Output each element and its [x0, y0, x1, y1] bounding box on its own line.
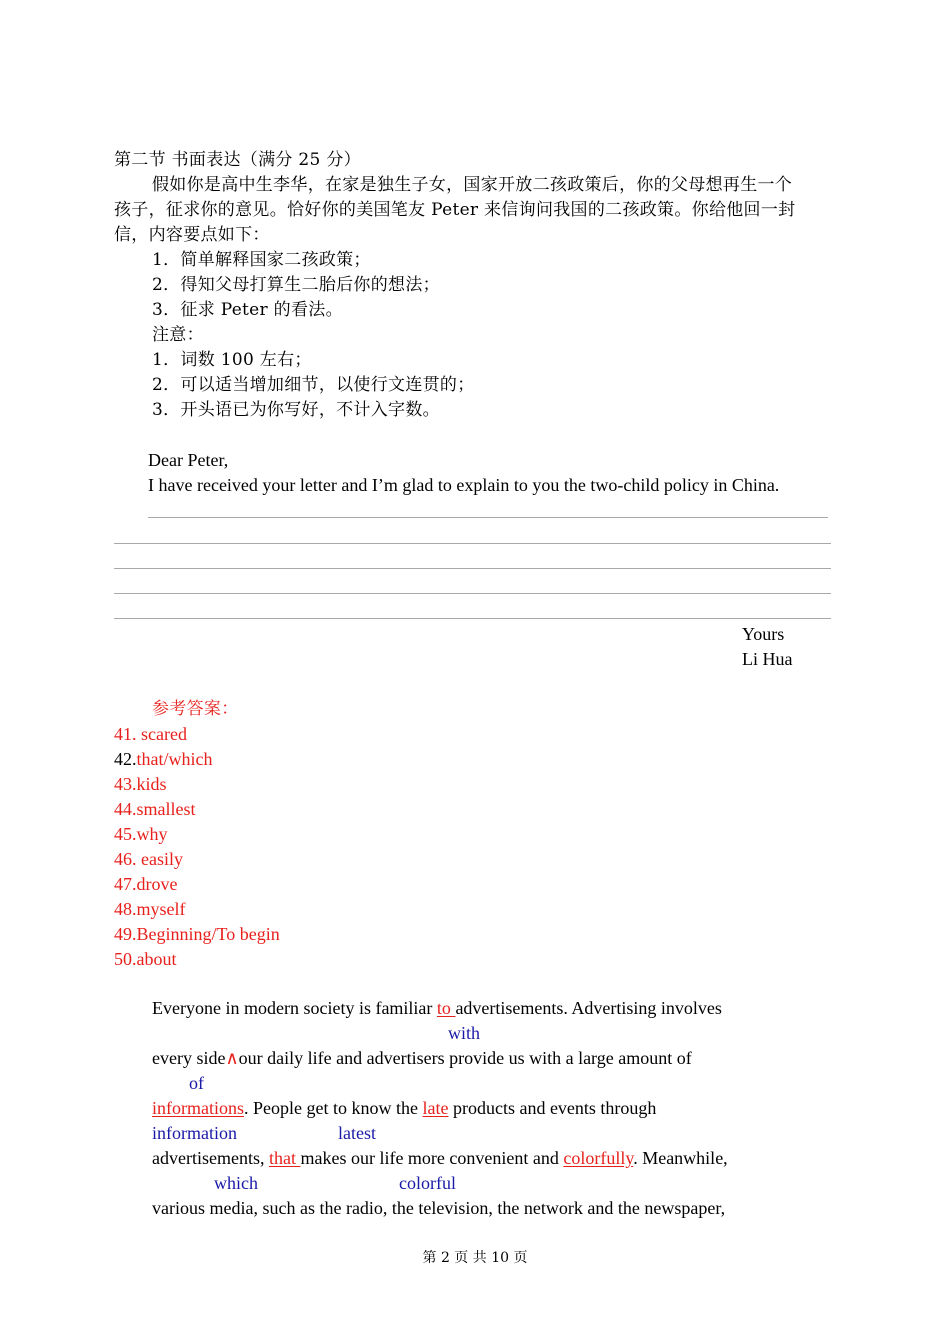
answer-line-4 — [114, 593, 831, 594]
answer-line-5 — [114, 618, 831, 619]
answer-line-1 — [148, 517, 828, 518]
answer-item-41: 41. scared — [114, 724, 187, 744]
prompt-line-3: 信，内容要点如下： — [114, 225, 270, 245]
section-heading: 第二节 书面表达（满分 25 分） — [114, 150, 361, 170]
letter-closing: Yours — [742, 624, 785, 644]
answer-item-49: 49.Beginning/To begin — [114, 924, 280, 944]
correction-of: of — [189, 1073, 204, 1093]
point-2: 2．得知父母打算生二胎后你的想法； — [152, 275, 440, 295]
answer-item-45: 45.why — [114, 824, 168, 844]
correction-line-1: Everyone in modern society is familiar to advertisements. Advertising involves — [152, 998, 722, 1018]
correction-line-5: various media, such as the radio, the television, the network and the newspaper, — [152, 1198, 726, 1218]
prompt-line-2: 孩子，征求你的意见。恰好你的美国笔友 Peter 来信询问我国的二孩政策。你给他回一封 — [114, 200, 796, 220]
notes-title: 注意： — [152, 325, 204, 345]
answer-item-43: 43.kids — [114, 774, 167, 794]
correction-colorful: colorful — [399, 1173, 456, 1193]
point-1: 1．简单解释国家二孩政策； — [152, 250, 371, 270]
note-1: 1．词数 100 左右； — [152, 350, 312, 370]
answer-item-42: 42.that/which — [114, 749, 213, 769]
correction-latest: latest — [338, 1123, 376, 1143]
point-3: 3．征求 Peter 的看法。 — [152, 300, 343, 320]
correction-which: which — [214, 1173, 258, 1193]
prompt-line-1: 假如你是高中生李华，在家是独生子女，国家开放二孩政策后，你的父母想再生一个 — [152, 175, 793, 195]
correction-with: with — [448, 1023, 481, 1043]
page-footer: 第 2 页 共 10 页 — [422, 1250, 528, 1266]
letter-salutation: Dear Peter, — [148, 450, 229, 470]
answer-line-2 — [114, 543, 831, 544]
answer-item-44: 44.smallest — [114, 799, 196, 819]
answer-item-46: 46. easily — [114, 849, 183, 869]
answers-title: 参考答案： — [152, 699, 239, 719]
answer-item-50: 50.about — [114, 949, 177, 969]
note-3: 3．开头语已为你写好，不计入字数。 — [152, 400, 440, 420]
answer-line-3 — [114, 568, 831, 569]
correction-information: information — [152, 1123, 237, 1143]
correction-line-4: advertisements, that makes our life more convenient and colorfully. Meanwhile, — [152, 1148, 728, 1168]
letter-opening: I have received your letter and I’m glad to explain to you the two-child policy in China. — [148, 475, 780, 495]
note-2: 2．可以适当增加细节，以使行文连贯的； — [152, 375, 475, 395]
answer-item-48: 48.myself — [114, 899, 186, 919]
correction-line-3: informations. People get to know the late products and events through — [152, 1098, 657, 1118]
correction-line-2: every side∧our daily life and advertisers provide us with a large amount of — [152, 1048, 692, 1068]
answer-item-47: 47.drove — [114, 874, 178, 894]
letter-signature: Li Hua — [742, 649, 793, 669]
